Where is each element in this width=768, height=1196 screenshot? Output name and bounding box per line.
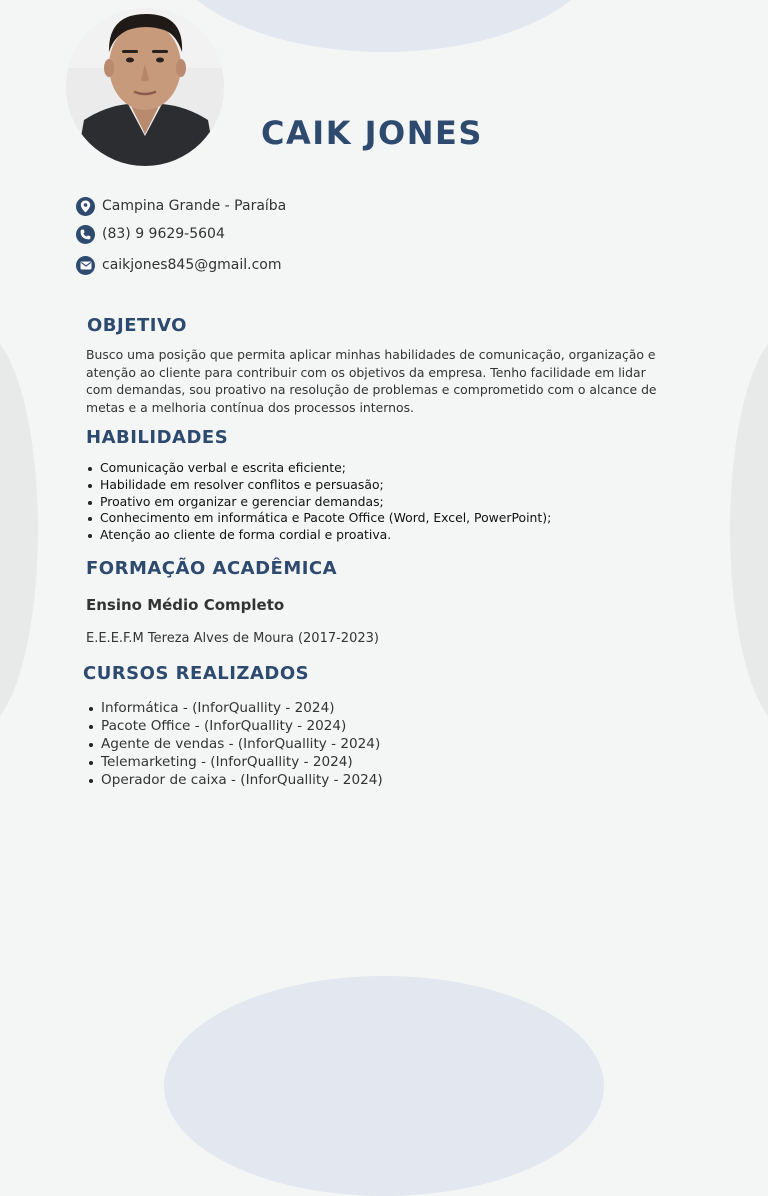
education-level: Ensino Médio Completo — [86, 596, 285, 614]
courses-list — [85, 699, 383, 789]
email-icon — [76, 256, 95, 275]
contact-location — [76, 195, 286, 217]
list-item: Informática - (InforQuallity - 2024) — [101, 699, 383, 717]
list-item: Habilidade em resolver conflitos e persuasão; — [100, 477, 551, 494]
skills-heading: HABILIDADES — [86, 427, 229, 448]
location-pin-icon — [76, 197, 95, 216]
contact-email[interactable] — [76, 254, 281, 276]
education-school: E.E.E.F.M Tereza Alves de Moura (2017-2023) — [86, 631, 379, 646]
decorative-circle-top — [164, 0, 604, 52]
contact-phone — [76, 223, 225, 245]
phone-icon — [76, 225, 95, 244]
list-item: Proativo em organizar e gerenciar demandas; — [100, 494, 551, 511]
education-heading: FORMAÇÃO ACADÊMICA — [86, 558, 338, 579]
decorative-circle-bottom — [164, 976, 604, 1196]
list-item: Atenção ao cliente de forma cordial e proativa. — [100, 527, 551, 544]
skills-list — [84, 460, 551, 544]
decorative-shape-right — [730, 330, 768, 730]
email-text[interactable]: caikjones845@gmail.com — [102, 257, 282, 273]
list-item: Telemarketing - (InforQuallity - 2024) — [101, 753, 383, 771]
courses-heading: CURSOS REALIZADOS — [83, 663, 310, 684]
location-text: Campina Grande - Paraíba — [102, 198, 287, 214]
objective-heading: OBJETIVO — [87, 315, 187, 336]
phone-text: (83) 9 9629-5604 — [102, 226, 225, 242]
list-item: Pacote Office - (InforQuallity - 2024) — [101, 717, 383, 735]
list-item: Agente de vendas - (InforQuallity - 2024) — [101, 735, 383, 753]
objective-text: Busco uma posição que permita aplicar minhas habilidades de comunicação, organização e atenção ao cliente para contribuir com os objetivos da empresa. Tenho facilidade em lidar com demandas, sou proativo na resolução de problemas e comprometido com o alcance de metas e a melhoria contínua dos processos internos. — [86, 347, 657, 415]
list-item: Operador de caixa - (InforQuallity - 2024) — [101, 772, 383, 788]
list-item: Comunicação verbal e escrita eficiente; — [100, 460, 551, 477]
list-item: Conhecimento em informática e Pacote Office (Word, Excel, PowerPoint); — [100, 510, 552, 526]
candidate-name: CAIK JONES — [261, 114, 483, 152]
decorative-shape-left — [0, 330, 38, 730]
